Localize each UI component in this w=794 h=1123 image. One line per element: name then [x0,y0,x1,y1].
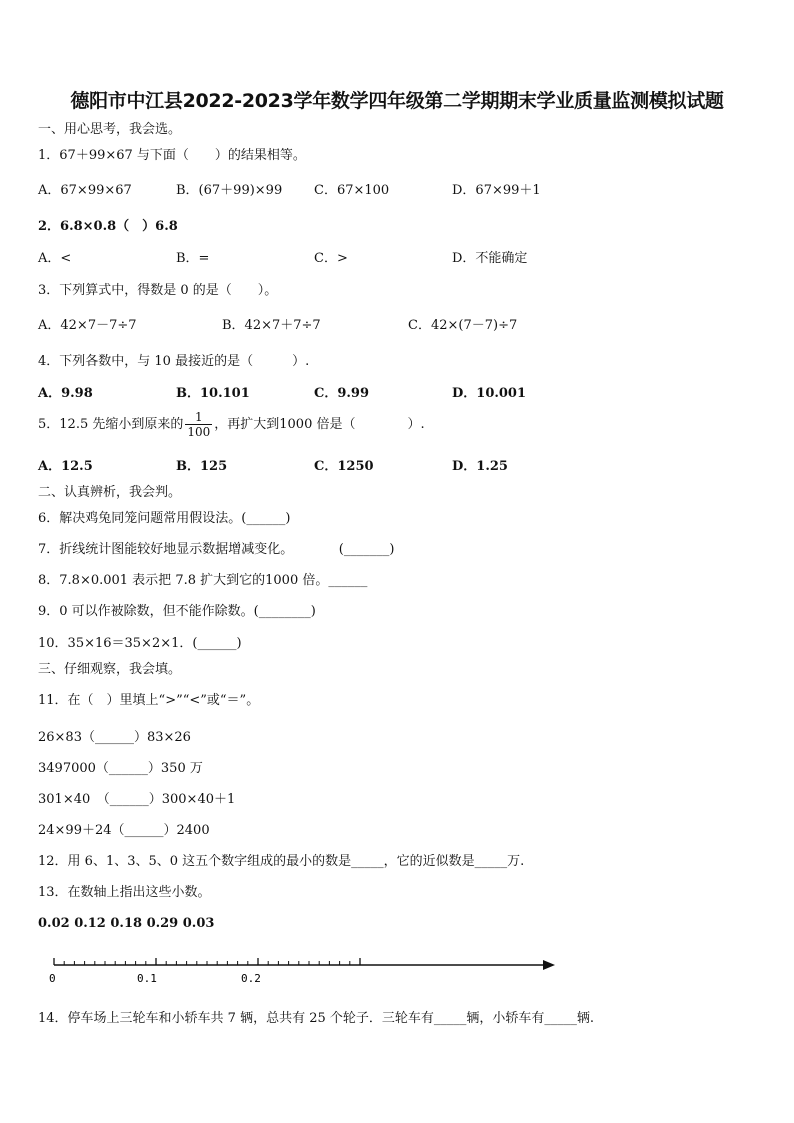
q4-option-c: C．9.99 [314,386,370,401]
q2-option-b: B．= [176,251,210,266]
page-title: 德阳市中江县2022-2023学年数学四年级第二学期期末学业质量监测模拟试题 [70,90,724,112]
q2-option-a: A．< [38,251,72,266]
question-13-stem: 13．在数轴上指出这些小数。 [38,885,211,900]
q5-option-d: D．1.25 [452,459,508,474]
tick-label-0: 0 [49,972,56,985]
q4-option-b: B．10.101 [176,386,250,401]
number-line [40,944,600,994]
q5-option-c: C．1250 [314,459,374,474]
question-10: 10．35×16＝35×2×1．(______) [38,636,242,651]
question-11-stem: 11．在（ ）里填上“>”“<”或“＝”。 [38,693,260,708]
q1-option-c: C．67×100 [314,183,390,198]
q11-row-3: 301×40 （______）300×40＋1 [38,792,236,807]
tick-label-0-1: 0.1 [137,972,157,985]
q1-option-b: B．(67＋99)×99 [176,183,283,198]
question-3-stem: 3．下列算式中，得数是 0 的是（ ）。 [38,283,278,298]
q2-option-d: D．不能确定 [452,251,528,266]
q1-option-d: D．67×99＋1 [452,183,541,198]
q11-row-4: 24×99＋24（______）2400 [38,823,210,838]
q5-option-a: A．12.5 [38,459,93,474]
question-12: 12．用 6、1、3、5、0 这五个数字组成的最小的数是_____，它的近似数是_____万. [38,854,525,869]
q11-row-2: 3497000（______）350 万 [38,761,203,776]
q2-option-c: C．> [314,251,348,266]
fraction-numerator: 1 [185,410,212,425]
section-heading-2: 二、认真辨析，我会判。 [38,485,182,500]
q4-option-d: D．10.001 [452,386,527,401]
fraction [185,410,212,439]
q3-option-b: B．42×7＋7÷7 [222,318,321,333]
question-6: 6．解决鸡兔同笼问题常用假设法。(______) [38,511,291,526]
q3-option-a: A．42×7－7÷7 [38,318,137,333]
q5-stem-post: ，再扩大到1000 倍是（ ）. [214,417,425,432]
section-heading-1: 一、用心思考，我会选。 [38,122,182,137]
number-line-arrow-icon [543,960,555,970]
q11-row-1: 26×83（______）83×26 [38,730,191,745]
fraction-denominator: 100 [187,425,211,439]
q3-option-c: C．42×(7－7)÷7 [408,318,518,333]
question-14: 14．停车场上三轮车和小轿车共 7 辆，总共有 25 个轮子．三轮车有_____辆，小轿车有_____辆. [38,1011,595,1026]
q5-option-b: B．125 [176,459,228,474]
q5-stem-pre: 5．12.5 先缩小到原来的 [38,417,184,432]
section-heading-3: 三、仔细观察，我会填。 [38,662,182,677]
q1-option-a: A．67×99×67 [38,183,132,198]
tick-label-0-2: 0.2 [241,972,261,985]
question-1-stem: 1．67＋99×67 与下面（ ）的结果相等。 [38,148,306,163]
q4-option-a: A．9.98 [38,386,93,401]
question-9: 9．0 可以作被除数，但不能作除数。(________) [38,604,316,619]
number-line-ticks [54,958,360,965]
question-5-stem [38,410,425,439]
question-2-stem: 2．6.8×0.8（ ）6.8 [38,219,178,234]
question-7: 7．折线统计图能较好地显示数据增减变化。 (_______) [38,542,395,557]
question-4-stem: 4．下列各数中，与 10 最接近的是（ ）. [38,354,310,369]
question-8: 8．7.8×0.001 表示把 7.8 扩大到它的1000 倍。______ [38,573,368,588]
q13-numbers: 0.02 0.12 0.18 0.29 0.03 [38,916,215,931]
